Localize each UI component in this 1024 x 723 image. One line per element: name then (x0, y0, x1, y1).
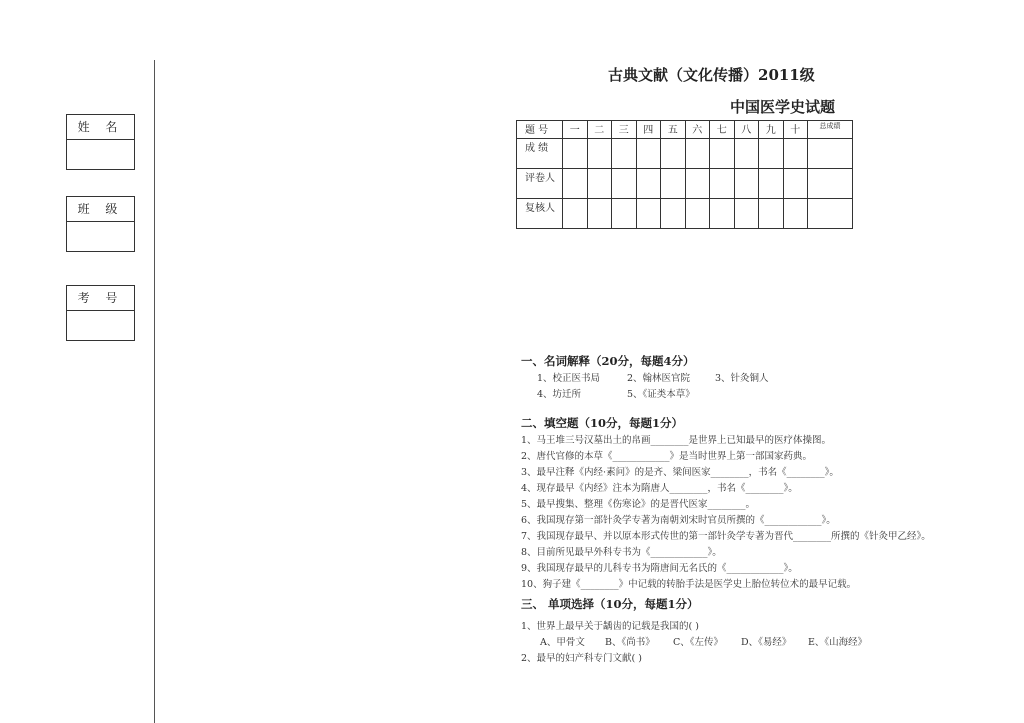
choice-question: 1、世界上最早关于龋齿的记载是我国的( ) (521, 621, 699, 632)
score-header-cell: 四 (636, 121, 661, 139)
fill-question: 10、狗子建《________》中记载的转胎手法是医学史上胎位转位术的最早记载。 (521, 579, 857, 590)
choice-option: B、《尚书》 (605, 637, 655, 648)
term-item: 3、针灸铜人 (715, 373, 769, 384)
section3-title: 三、 单项选择（10分，每题1分） (521, 597, 699, 611)
score-cell[interactable] (759, 169, 784, 199)
score-cell[interactable] (685, 139, 710, 169)
term-item: 4、坊迁所 (537, 389, 582, 400)
score-header-row (517, 121, 853, 139)
score-header-cell: 二 (587, 121, 612, 139)
score-cell[interactable] (612, 169, 637, 199)
score-header-cell: 七 (710, 121, 735, 139)
score-row (517, 139, 853, 169)
score-cell[interactable] (612, 139, 637, 169)
score-table (516, 120, 853, 229)
score-cell[interactable] (587, 139, 612, 169)
choice-question: 2、最早的妇产科专门文献( ) (521, 653, 642, 664)
score-header-cell: 八 (734, 121, 759, 139)
section2-title: 二、填空题（10分，每题1分） (521, 416, 684, 430)
exam-no-label: 考 号 (67, 286, 134, 311)
fill-question: 3、最早注释《内经·素问》的是齐、梁间医家________，书名《________》。 (521, 467, 839, 478)
score-cell[interactable] (783, 199, 808, 229)
fill-question: 1、马王堆三号汉墓出土的帛画________是世界上已知最早的医疗体操图。 (521, 435, 832, 446)
exam-title: 古典文献（文化传播）2011级 (608, 66, 815, 84)
fill-question: 9、我国现存最早的儿科专书为隋唐间无名氏的《____________》。 (521, 563, 798, 574)
class-field[interactable] (67, 222, 134, 251)
score-row-label: 评卷人 (517, 169, 563, 199)
score-cell[interactable] (734, 169, 759, 199)
fill-question: 2、唐代官修的本草《____________》是当时世界上第一部国家药典。 (521, 451, 813, 462)
score-row-label: 复核人 (517, 199, 563, 229)
score-header-cell: 六 (685, 121, 710, 139)
name-label: 姓 名 (67, 115, 134, 140)
score-cell[interactable] (661, 139, 686, 169)
score-header-cell: 题 号 (517, 121, 563, 139)
choice-option: C、《左传》 (673, 637, 724, 648)
score-cell[interactable] (808, 139, 853, 169)
fill-question: 6、我国现存第一部针灸学专著为南朝刘宋时官员所撰的《____________》。 (521, 515, 836, 526)
score-cell[interactable] (710, 139, 735, 169)
binding-line (154, 60, 155, 723)
score-cell[interactable] (685, 169, 710, 199)
score-cell[interactable] (808, 199, 853, 229)
score-header-cell: 五 (661, 121, 686, 139)
score-cell[interactable] (563, 139, 588, 169)
score-cell[interactable] (734, 139, 759, 169)
choice-option: E、《山海经》 (808, 637, 868, 648)
choice-option: A、甲骨文 (540, 637, 585, 648)
fill-question: 8、目前所见最早外科专书为《____________》。 (521, 547, 722, 558)
name-field[interactable] (67, 140, 134, 169)
score-cell[interactable] (734, 199, 759, 229)
score-cell[interactable] (759, 199, 784, 229)
score-cell[interactable] (563, 169, 588, 199)
score-cell[interactable] (783, 139, 808, 169)
term-item: 5、《证类本草》 (627, 389, 695, 400)
fill-question: 4、现存最早《内经》注本为隋唐人________，书名《________》。 (521, 483, 798, 494)
score-cell[interactable] (636, 139, 661, 169)
score-cell[interactable] (636, 169, 661, 199)
exam-no-field[interactable] (67, 311, 134, 340)
choice-option: D、《易经》 (741, 637, 792, 648)
score-row (517, 199, 853, 229)
score-row-label: 成 绩 (517, 139, 563, 169)
fill-question: 7、我国现存最早、并以原本形式传世的第一部针灸学专著为晋代________所撰的《针灸甲乙经》。 (521, 531, 931, 542)
score-cell[interactable] (563, 199, 588, 229)
score-cell[interactable] (808, 169, 853, 199)
score-header-cell: 总成绩 (808, 121, 853, 139)
score-header-cell: 十 (783, 121, 808, 139)
score-cell[interactable] (636, 199, 661, 229)
fill-question: 5、最早搜集、整理《伤寒论》的是晋代医家________。 (521, 499, 756, 510)
score-cell[interactable] (587, 169, 612, 199)
class-box (66, 196, 135, 252)
term-item: 2、翰林医官院 (627, 373, 691, 384)
score-header-cell: 九 (759, 121, 784, 139)
score-cell[interactable] (612, 199, 637, 229)
name-box (66, 114, 135, 170)
score-cell[interactable] (685, 199, 710, 229)
score-cell[interactable] (783, 169, 808, 199)
score-row (517, 169, 853, 199)
section1-title: 一、名词解释（20分，每题4分） (521, 354, 695, 368)
score-cell[interactable] (661, 169, 686, 199)
score-cell[interactable] (759, 139, 784, 169)
term-item: 1、校正医书局 (537, 373, 601, 384)
score-cell[interactable] (587, 199, 612, 229)
score-header-cell: 三 (612, 121, 637, 139)
class-label: 班 级 (67, 197, 134, 222)
score-cell[interactable] (710, 199, 735, 229)
score-cell[interactable] (710, 169, 735, 199)
exam-no-box (66, 285, 135, 341)
score-cell[interactable] (661, 199, 686, 229)
score-header-cell: 一 (563, 121, 588, 139)
exam-subtitle: 中国医学史试题 (730, 98, 836, 116)
